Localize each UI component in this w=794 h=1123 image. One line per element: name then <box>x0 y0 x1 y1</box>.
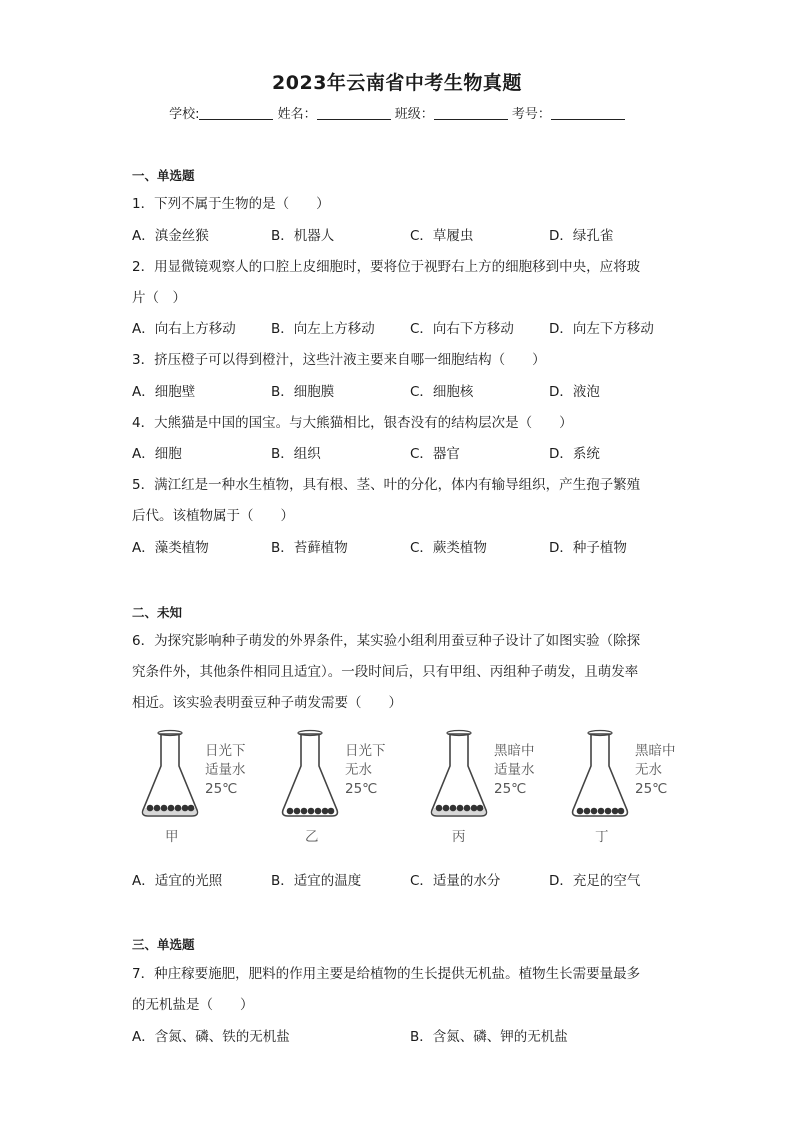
question-4: 4．大熊猫是中国的国宝。与大熊猫相比，银杏没有的结构层次是（ ） <box>132 415 573 431</box>
flask-yi-condition-3: 25℃ <box>345 781 378 797</box>
q3-option-c: C．细胞核 <box>410 384 474 400</box>
q4-option-a: A．细胞 <box>132 446 182 462</box>
section-heading-3: 三、单选题 <box>132 937 195 952</box>
name-label: 姓名： <box>277 107 317 122</box>
number-blank <box>551 105 625 120</box>
flask-yi-name: 乙 <box>305 829 319 845</box>
q6-option-a: A．适宜的光照 <box>132 873 223 889</box>
question-2-line-2: 片（ ） <box>132 290 186 306</box>
class-blank <box>434 105 508 120</box>
q1-option-b: B．机器人 <box>271 228 335 244</box>
q5-option-a: A．藻类植物 <box>132 540 209 556</box>
q4-option-d: D．系统 <box>549 446 600 462</box>
q6-option-c: C．适量的水分 <box>410 873 501 889</box>
question-7-line-1: 7．种庄稼要施肥，肥料的作用主要是给植物的生长提供无机盐。植物生长需要量最多 <box>132 966 641 982</box>
q3-option-b: B．细胞膜 <box>271 384 335 400</box>
page-title: 2023年云南省中考生物真题 <box>272 72 522 94</box>
q2-option-c: C．向右下方移动 <box>410 321 514 337</box>
q5-option-c: C．蕨类植物 <box>410 540 487 556</box>
q7-option-a: A．含氮、磷、铁的无机盐 <box>132 1029 290 1045</box>
q3-option-d: D．液泡 <box>549 384 600 400</box>
flask-jia-name: 甲 <box>165 829 179 845</box>
q5-option-d: D．种子植物 <box>549 540 627 556</box>
flask-bing-condition-1: 黑暗中 <box>494 743 535 759</box>
q1-option-c: C．草履虫 <box>410 228 474 244</box>
flask-yi-condition-2: 无水 <box>345 762 372 778</box>
flask-icon <box>424 728 494 820</box>
q5-option-b: B．苔藓植物 <box>271 540 348 556</box>
flask-jia-condition-2: 适量水 <box>205 762 246 778</box>
question-7-line-2: 的无机盐是（ ） <box>132 997 254 1013</box>
section-heading-1: 一、单选题 <box>132 168 195 183</box>
question-3: 3．挤压橙子可以得到橙汁，这些汁液主要来自哪一细胞结构（ ） <box>132 352 546 368</box>
section-heading-2: 二、未知 <box>132 605 183 620</box>
flask-bing-condition-2: 适量水 <box>494 762 535 778</box>
number-label: 考号： <box>511 107 551 122</box>
name-blank <box>317 105 391 120</box>
q6-option-b: B．适宜的温度 <box>271 873 362 889</box>
q7-option-b: B．含氮、磷、钾的无机盐 <box>410 1029 568 1045</box>
q1-option-a: A．滇金丝猴 <box>132 228 209 244</box>
flask-jia-condition-3: 25℃ <box>205 781 238 797</box>
q4-option-b: B．组织 <box>271 446 321 462</box>
question-5-line-1: 5．满江红是一种水生植物，具有根、茎、叶的分化，体内有输导组织，产生孢子繁殖 <box>132 477 641 493</box>
q2-option-d: D．向左下方移动 <box>549 321 654 337</box>
flask-bing-name: 丙 <box>452 829 466 845</box>
question-6-line-2: 究条件外，其他条件相同且适宜）。一段时间后，只有甲组、丙组种子萌发，且萌发率 <box>132 664 639 680</box>
q2-option-a: A．向右上方移动 <box>132 321 236 337</box>
flask-figure-yi <box>275 728 415 848</box>
flask-ding-name: 丁 <box>595 829 609 845</box>
flask-figure-bing <box>424 728 564 848</box>
question-5-line-2: 后代。该植物属于（ ） <box>132 508 294 524</box>
flask-figure-jia <box>135 728 275 848</box>
student-info-line <box>0 103 794 122</box>
q2-option-b: B．向左上方移动 <box>271 321 375 337</box>
school-label: 学校: <box>169 107 200 122</box>
q3-option-a: A．细胞壁 <box>132 384 196 400</box>
flask-figure-ding <box>565 728 705 848</box>
q1-option-d: D．绿孔雀 <box>549 228 614 244</box>
q4-option-c: C．器官 <box>410 446 460 462</box>
flask-icon <box>275 728 345 820</box>
flask-ding-condition-1: 黑暗中 <box>635 743 676 759</box>
flask-yi-condition-1: 日光下 <box>345 743 386 759</box>
school-blank <box>199 105 273 120</box>
q6-option-d: D．充足的空气 <box>549 873 641 889</box>
flask-icon <box>135 728 205 820</box>
question-6-line-1: 6．为探究影响种子萌发的外界条件，某实验小组利用蚕豆种子设计了如图实验（除探 <box>132 633 641 649</box>
question-2-line-1: 2．用显微镜观察人的口腔上皮细胞时，要将位于视野右上方的细胞移到中央，应将玻 <box>132 259 641 275</box>
question-1: 1．下列不属于生物的是（ ） <box>132 196 330 212</box>
flask-jia-condition-1: 日光下 <box>205 743 246 759</box>
flask-icon <box>565 728 635 820</box>
class-label: 班级： <box>394 107 434 122</box>
flask-ding-condition-3: 25℃ <box>635 781 668 797</box>
question-6-line-3: 相近。该实验表明蚕豆种子萌发需要（ ） <box>132 695 402 711</box>
flask-ding-condition-2: 无水 <box>635 762 662 778</box>
flask-bing-condition-3: 25℃ <box>494 781 527 797</box>
